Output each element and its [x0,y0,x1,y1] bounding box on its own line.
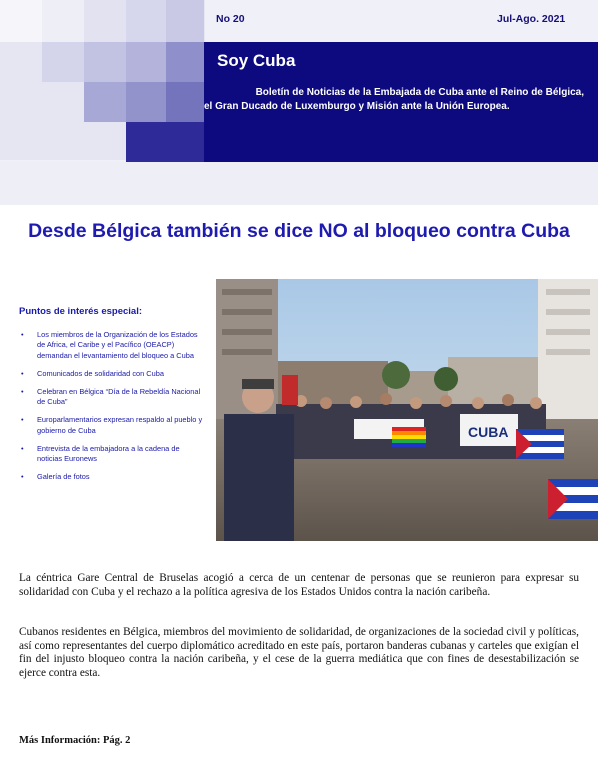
list-item [19,415,203,436]
list-item-label: Europarlamentarios expresan respaldo al pueblo y gobierno de Cuba [37,415,203,435]
bullet-icon: • [21,415,24,425]
protest-banner-text: CUBA [468,424,509,440]
list-item-label: Celebran en Bélgica “Día de la Rebeldía Nacional de Cuba” [37,386,201,407]
newsletter-banner [204,42,598,162]
more-info-link[interactable]: Más Información: Pág. 2 [19,735,131,746]
protest-photo [216,279,598,541]
list-item-label: Comunicados de solidaridad con Cuba [37,368,164,378]
bullet-icon: • [21,443,24,453]
article-paragraph-2: Cubanos residentes en Bélgica, miembros del movimiento de solidaridad, de organizaciones de la sociedad civil y políticas, así como representantes del cuerpo diplomático acreditado en este país, portaron banderas cubanas y carteles que exigían el fin del injusto bloqueo contra la nación caribeña, y el cese de la guerra mediática que con fines de desestabilización se ejerce contra esta. [19,626,579,679]
list-item [19,387,203,408]
list-item-label: Galería de fotos [37,472,90,482]
article-paragraph-1: La céntrica Gare Central de Bruselas acogió a cerca de un centenar de personas que se reunieron para expresar su solidaridad con Cuba y el rechazo a la política agresiva de los Estados Unidos contra la nación caribeña. [19,572,579,598]
newsletter-subtitle [204,86,584,114]
subtitle-line-2: el Gran Ducado de Luxemburgo y Misión ante la Unión Europea. [204,101,510,112]
list-item-label: Los miembros de la Organización de los Estados de Africa, el Caribe y el Pacífico (OEACP) demandan el levantamiento del bloqueo a Cuba [37,330,198,360]
points-of-interest-list [19,330,203,490]
bullet-icon: • [21,368,24,378]
list-item [19,330,203,361]
list-item [19,472,203,482]
bullet-icon: • [21,330,24,339]
newsletter-title: Soy Cuba [217,51,296,70]
issue-number: No 20 [216,13,245,25]
points-of-interest-title: Puntos de interés especial: [19,306,143,317]
subtitle-line-1: Boletín de Noticias de la Embajada de Cuba ante el Reino de Bélgica, [255,87,584,98]
bullet-icon: • [21,472,24,482]
issue-date: Jul-Ago. 2021 [497,13,566,25]
article-headline: Desde Bélgica también se dice NO al bloqueo contra Cuba [28,220,570,242]
list-item [19,444,203,465]
bullet-icon: • [21,386,24,396]
list-item-label: Entrevista de la embajadora a la cadena de noticias Euronews [37,443,180,464]
list-item [19,369,203,379]
